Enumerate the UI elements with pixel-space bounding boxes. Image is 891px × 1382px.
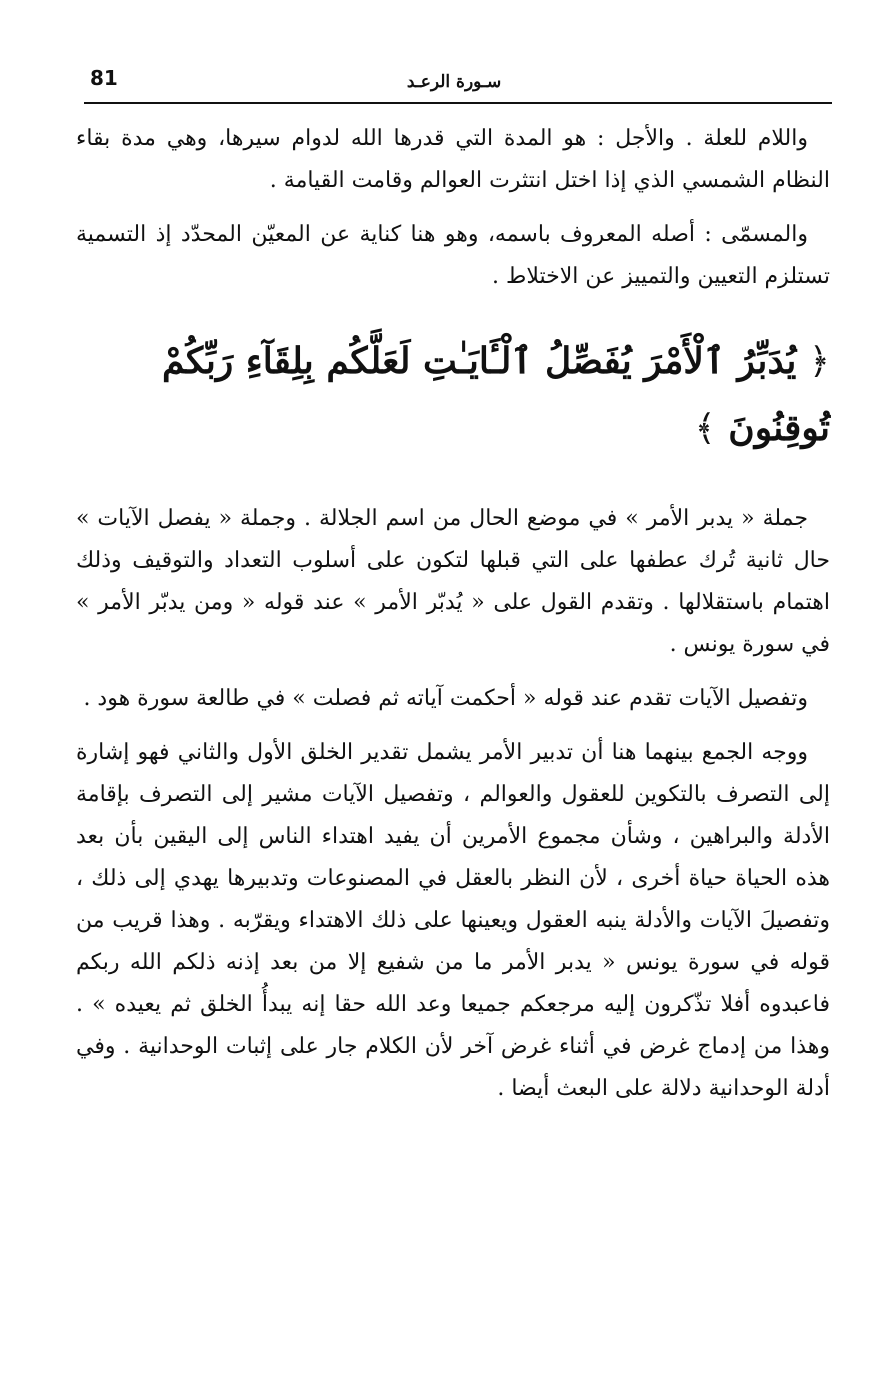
paragraph-3: جملة « يدبر الأمر » في موضع الحال من اسم الجلالة . وجملة « يفصل الآيات » حال ثانية تُرك عطفها على التي قبلها لتكون على أسلوب التعداد والتوقيف وذلك اهتمام باستقلالها . وتقدم القول على « يُدبّر الأمر » عند قوله « ومن يدبّر الأمر » في سورة يونس . <box>76 506 830 657</box>
page-body <box>76 118 830 1122</box>
page-header <box>84 58 824 108</box>
verse-open-bracket: ﴿ <box>808 341 830 382</box>
running-title: سـورة الرعـد <box>406 72 502 92</box>
verse-close-bracket: ﴾ <box>694 408 716 449</box>
verse-text: يُدَبِّرُ ٱلْأَمْرَ يُفَصِّلُ ٱلْـَٔايَـٰتِ لَعَلَّكُم بِلِقَآءِ رَبِّكُمْ تُوقِنُونَ <box>162 340 830 449</box>
header-rule <box>84 102 832 104</box>
paragraph-4: وتفصيل الآيات تقدم عند قوله « أحكمت آياته ثم فصلت » في طالعة سورة هود . <box>83 686 808 711</box>
page-number: 81 <box>90 66 118 90</box>
paragraph-2: والمسمّى : أصله المعروف باسمه، وهو هنا كناية عن المعيّن المحدّد إذ التسمية تستلزم التعيين والتمييز عن الاختلاط . <box>76 222 830 289</box>
quran-verse <box>76 328 830 462</box>
paragraph-1: واللام للعلة . والأجل : هو المدة التي قدرها الله لدوام سيرها، وهي مدة بقاء النظام الشمسي الذي إذا اختل انتثرت العوالم وقامت القيامة . <box>76 126 830 193</box>
paragraph-5: ووجه الجمع بينهما هنا أن تدبير الأمر يشمل تقدير الخلق الأول والثاني فهو إشارة إلى التصرف بالتكوين للعقول والعوالم ، وتفصيل الآيات مشير إلى التصرف بإقامة الأدلة والبراهين ، وشأن مجموع الأمرين أن يفيد اهتداء الناس إلى اليقين بأن بعد هذه الحياة حياة أخرى ، لأن النظر بالعقل في المصنوعات وتدبيرها يهدي إلى ذلك ، وتفصيلَ الآيات والأدلة ينبه العقول ويعينها على ذلك الاهتداء ويقرّبه . وهذا قريب من قوله في سورة يونس « يدبر الأمر ما من شفيع إلا من بعد إذنه ذلكم الله ربكم فاعبدوه أفلا تذّكرون إليه مرجعكم جميعا وعد الله حقا إنه يبدأُ الخلق ثم يعيده » . وهذا من إدماج غرض في أثناء غرض آخر لأن الكلام جار على إثبات الوحدانية . وفي أدلة الوحدانية دلالة على البعث أيضا . <box>76 740 830 1101</box>
